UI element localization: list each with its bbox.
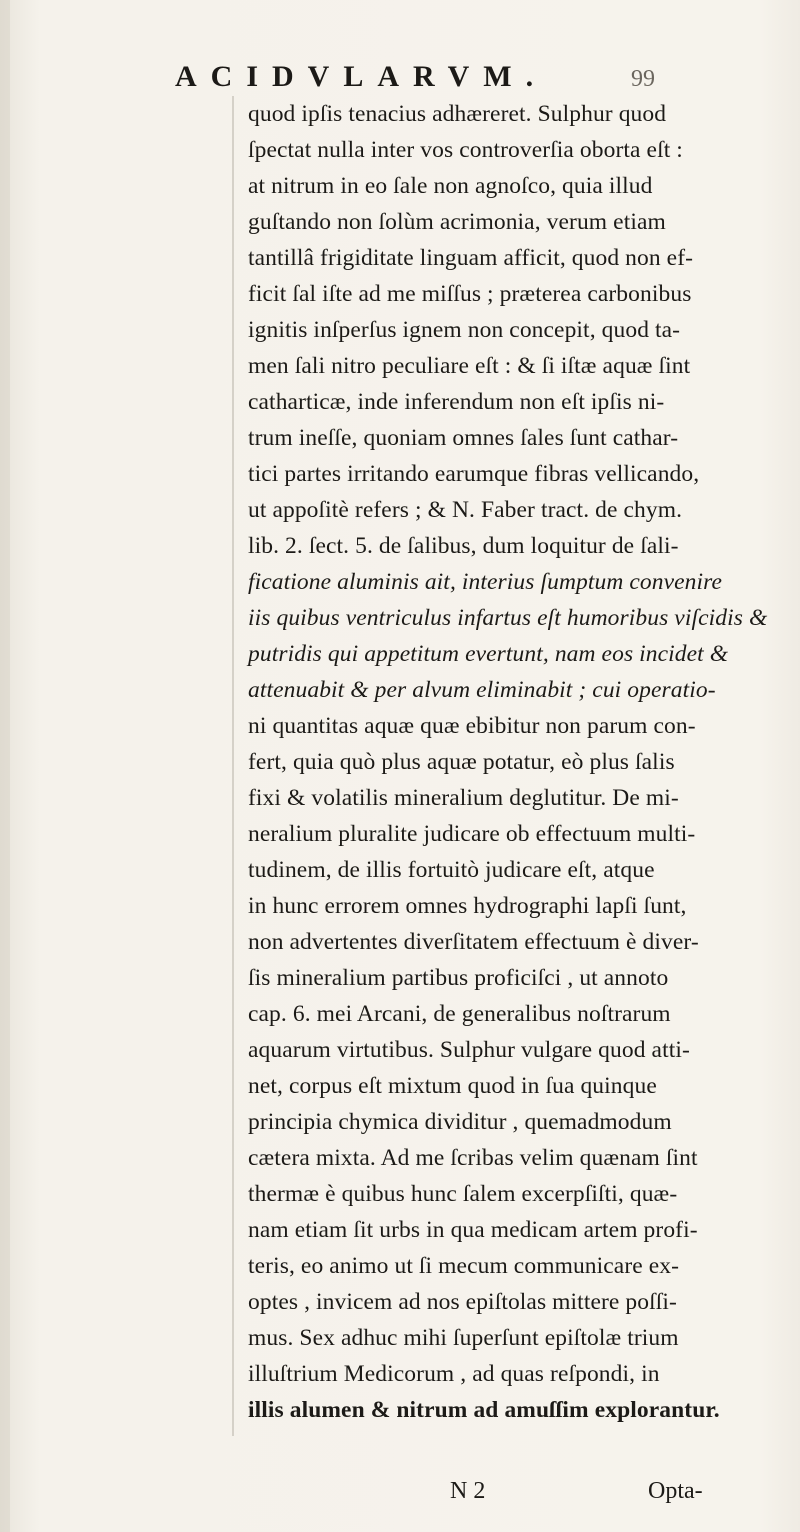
text-line: teris, eo animo ut ſi mecum communicare ex- [248,1253,680,1279]
text-line: tantillâ frigiditate linguam afficit, quod non ef- [248,245,694,271]
text-line: illuſtrium Medicorum , ad quas reſpondi, in [248,1361,660,1387]
text-line: cætera mixta. Ad me ſcribas velim quænam ſint [248,1145,698,1171]
text-line: trum ineſſe, quoniam omnes ſales ſunt cathar- [248,425,679,451]
text-line: fixi & volatilis mineralium deglutitur. De mi- [248,785,679,811]
text-line-italic: iis quibus ventriculus infartus eſt humoribus viſcidis & [248,605,768,631]
text-line: ficit ſal iſte ad me miſſus ; præterea carbonibus [248,281,692,307]
text-line: at nitrum in eo ſale non agnoſco, quia illud [248,173,653,199]
text-line: net, corpus eſt mixtum quod in ſua quinque [248,1073,657,1099]
text-line: catharticæ, inde inferendum non eſt ipſis ni- [248,389,665,415]
text-line-italic: attenuabit & per alvum eliminabit ; cui operatio- [248,677,716,703]
text-line: quod ipſis tenacius adhæreret. Sulphur quod [248,101,667,127]
text-line: fert, quia quò plus aquæ potatur, eò plus ſalis [248,749,675,775]
text-line: ni quantitas aquæ quæ ebibitur non parum con- [248,713,696,739]
text-line: cap. 6. mei Arcani, de generalibus noſtrarum [248,1001,671,1027]
text-line: guſtando non ſolùm acrimonia, verum etiam [248,209,666,235]
text-line: non advertentes diverſitatem effectuum è diver- [248,929,699,955]
text-line: tici partes irritando earumque fibras vellicando, [248,461,700,487]
text-line: principia chymica dividitur , quemadmodum [248,1109,672,1135]
text-line: nam etiam ſit urbs in qua medicam artem profi- [248,1217,698,1243]
text-line: ſis mineralium partibus proficiſci , ut annoto [248,965,669,991]
text-line: in hunc errorem omnes hydrographi lapſi ſunt, [248,893,687,919]
text-line-italic: ficatione aluminis ait, interius ſumptum convenire [248,569,723,595]
page-header [175,60,775,100]
text-line: thermæ è quibus hunc ſalem excerpſiſti, quæ- [248,1181,678,1207]
margin-rule [232,96,234,1436]
text-line: mus. Sex adhuc mihi ſuperſunt epiſtolæ trium [248,1325,679,1351]
running-head: ACIDVLARVM. [175,60,548,93]
text-line: ut appoſitè refers ; & N. Faber tract. de chym. [248,497,683,523]
text-line: ignitis inſperſus ignem non concepit, quod ta- [248,317,681,343]
text-line: neralium pluralite judicare ob effectuum multi- [248,821,696,847]
text-line: aquarum virtutibus. Sulphur vulgare quod atti- [248,1037,690,1063]
text-line: men ſali nitro peculiare eſt : & ſi iſtæ aquæ ſint [248,353,691,379]
text-line: lib. 2. ſect. 5. de ſalibus, dum loquitur de ſali- [248,533,679,559]
page-number: 99 [631,66,655,92]
catchword: Opta- [648,1478,703,1504]
text-line: illis alumen & nitrum ad amuſſim explorantur. [248,1397,720,1423]
text-line: tudinem, de illis fortuitò judicare eſt, atque [248,857,655,883]
text-line: optes , invicem ad nos epiſtolas mittere poſſi- [248,1289,677,1315]
text-line: ſpectat nulla inter vos controverſia oborta eſt : [248,137,683,163]
page-edge-shadow [0,0,10,1532]
signature-mark: N 2 [450,1478,486,1504]
page-footer [248,1473,780,1509]
text-line-italic: putridis qui appetitum evertunt, nam eos incidet & [248,641,729,667]
